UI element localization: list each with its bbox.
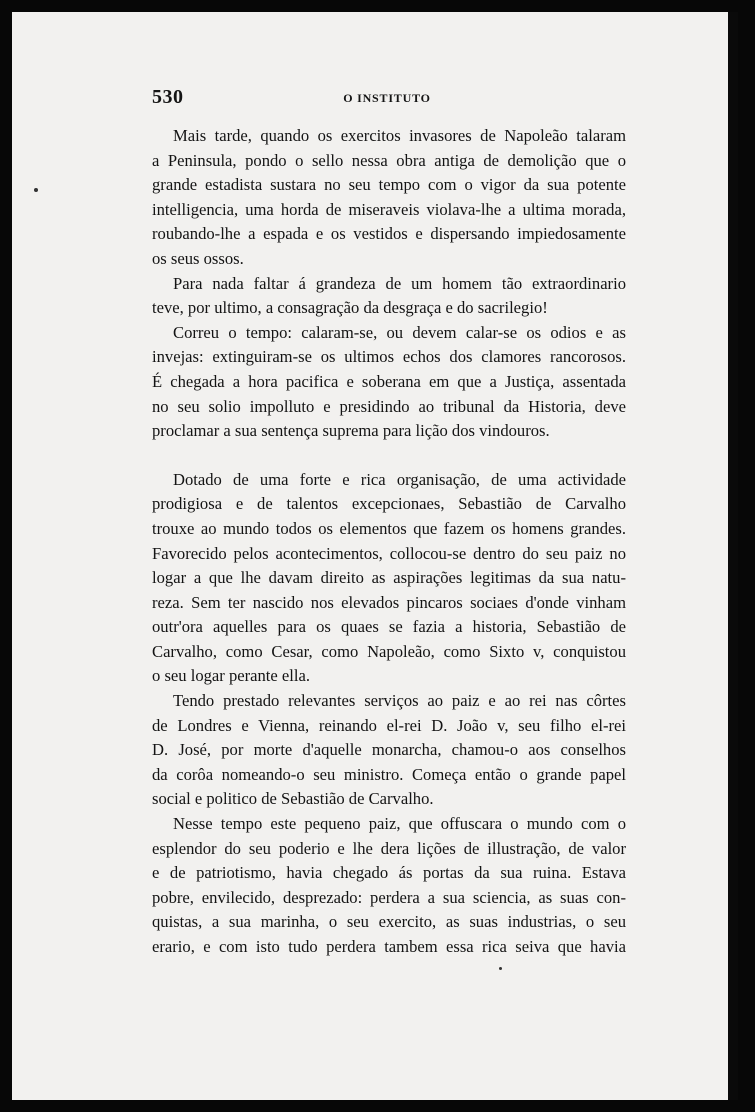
text-line: pobre, envilecido, desprezado: perdera a sua sciencia, as suas con- bbox=[152, 887, 626, 907]
text-line: Tendo prestado relevantes serviços ao paiz e ao rei nas côrtes bbox=[173, 691, 626, 711]
paragraph bbox=[152, 468, 626, 689]
text-line: intelligencia, uma horda de miseraveis violava-lhe a ultima morada, bbox=[152, 199, 626, 219]
text-line: erario, e com isto tudo perdera tambem essa rica seiva que havia bbox=[152, 937, 626, 956]
text-line: esplendor do seu poderio e lhe dera lições de illustração, de valor bbox=[152, 838, 626, 858]
paragraph bbox=[152, 812, 626, 960]
paper-speck bbox=[34, 188, 38, 192]
text-line: os seus ossos. bbox=[152, 248, 244, 268]
body-text bbox=[152, 124, 626, 960]
text-line: teve, por ultimo, a consagração da desgraça e do sacrilegio! bbox=[152, 298, 548, 318]
text-line: logar a que lhe davam direito as aspirações legitimas da sua natu- bbox=[152, 568, 626, 588]
text-line: roubando-lhe a espada e os vestidos e dispersando impiedosamente bbox=[152, 224, 626, 244]
text-line: e de patriotismo, havia chegado ás portas da sua ruina. Estava bbox=[152, 863, 626, 883]
text-line: Mais tarde, quando os exercitos invasores de Napoleão talaram bbox=[173, 126, 626, 145]
text-line: a Peninsula, pondo o sello nessa obra antiga de demolição que o bbox=[152, 150, 626, 170]
section-gap bbox=[152, 444, 626, 468]
paragraph bbox=[152, 124, 626, 272]
text-line: invejas: extinguiram-se os ultimos echos dos clamores rancorosos. bbox=[152, 347, 626, 367]
page-number: 530 bbox=[152, 86, 184, 108]
text-line: reza. Sem ter nascido nos elevados pincaros sociaes d'onde vinham bbox=[152, 592, 626, 612]
text-line: grande estadista sustara no seu tempo com o vigor da sua potente bbox=[152, 175, 626, 195]
text-line: quistas, a sua marinha, o seu exercito, as suas industrias, o seu bbox=[152, 912, 626, 932]
text-line: Nesse tempo este pequeno paiz, que offuscara o mundo com o bbox=[173, 814, 626, 834]
text-line: da corôa nomeando-o seu ministro. Começa então o grande papel bbox=[152, 764, 626, 784]
text-line: Para nada faltar á grandeza de um homem tão extraordinario bbox=[173, 273, 626, 293]
page-header bbox=[152, 86, 622, 116]
book-page bbox=[12, 12, 728, 1100]
text-line: Correu o tempo: calaram-se, ou devem calar-se os odios e as bbox=[173, 322, 626, 342]
text-line: Favorecido pelos acontecimentos, collocou-se dentro do seu paiz no bbox=[152, 543, 626, 563]
paragraph bbox=[152, 321, 626, 444]
text-line: Dotado de uma forte e rica organisação, de uma actividade bbox=[173, 469, 626, 489]
text-line: D. José, por morte d'aquelle monarcha, chamou-o aos conselhos bbox=[152, 740, 626, 760]
text-line: social e politico de Sebastião de Carvalho. bbox=[152, 789, 434, 809]
text-line: É chegada a hora pacifica e soberana em que a Justiça, assentada bbox=[152, 371, 626, 391]
text-line: no seu solio impolluto e presidindo ao tribunal da Historia, deve bbox=[152, 396, 626, 416]
text-line: de Londres e Vienna, reinando el-rei D. João v, seu filho el-rei bbox=[152, 715, 626, 735]
paragraph bbox=[152, 689, 626, 812]
text-line: trouxe ao mundo todos os elementos que fazem os homens grandes. bbox=[152, 518, 626, 538]
text-line: Carvalho, como Cesar, como Napoleão, como Sixto v, conquistou bbox=[152, 641, 626, 661]
text-line: proclamar a sua sentença suprema para lição dos vindouros. bbox=[152, 421, 550, 441]
text-line: prodigiosa e de talentos excepcionaes, Sebastião de Carvalho bbox=[152, 494, 626, 514]
text-line: outr'ora aquelles para os quaes se fazia a historia, Sebastião de bbox=[152, 617, 626, 637]
paper-speck bbox=[499, 967, 502, 970]
text-line: o seu logar perante ella. bbox=[152, 666, 311, 686]
paragraph bbox=[152, 272, 626, 321]
running-title: O INSTITUTO bbox=[343, 91, 431, 105]
